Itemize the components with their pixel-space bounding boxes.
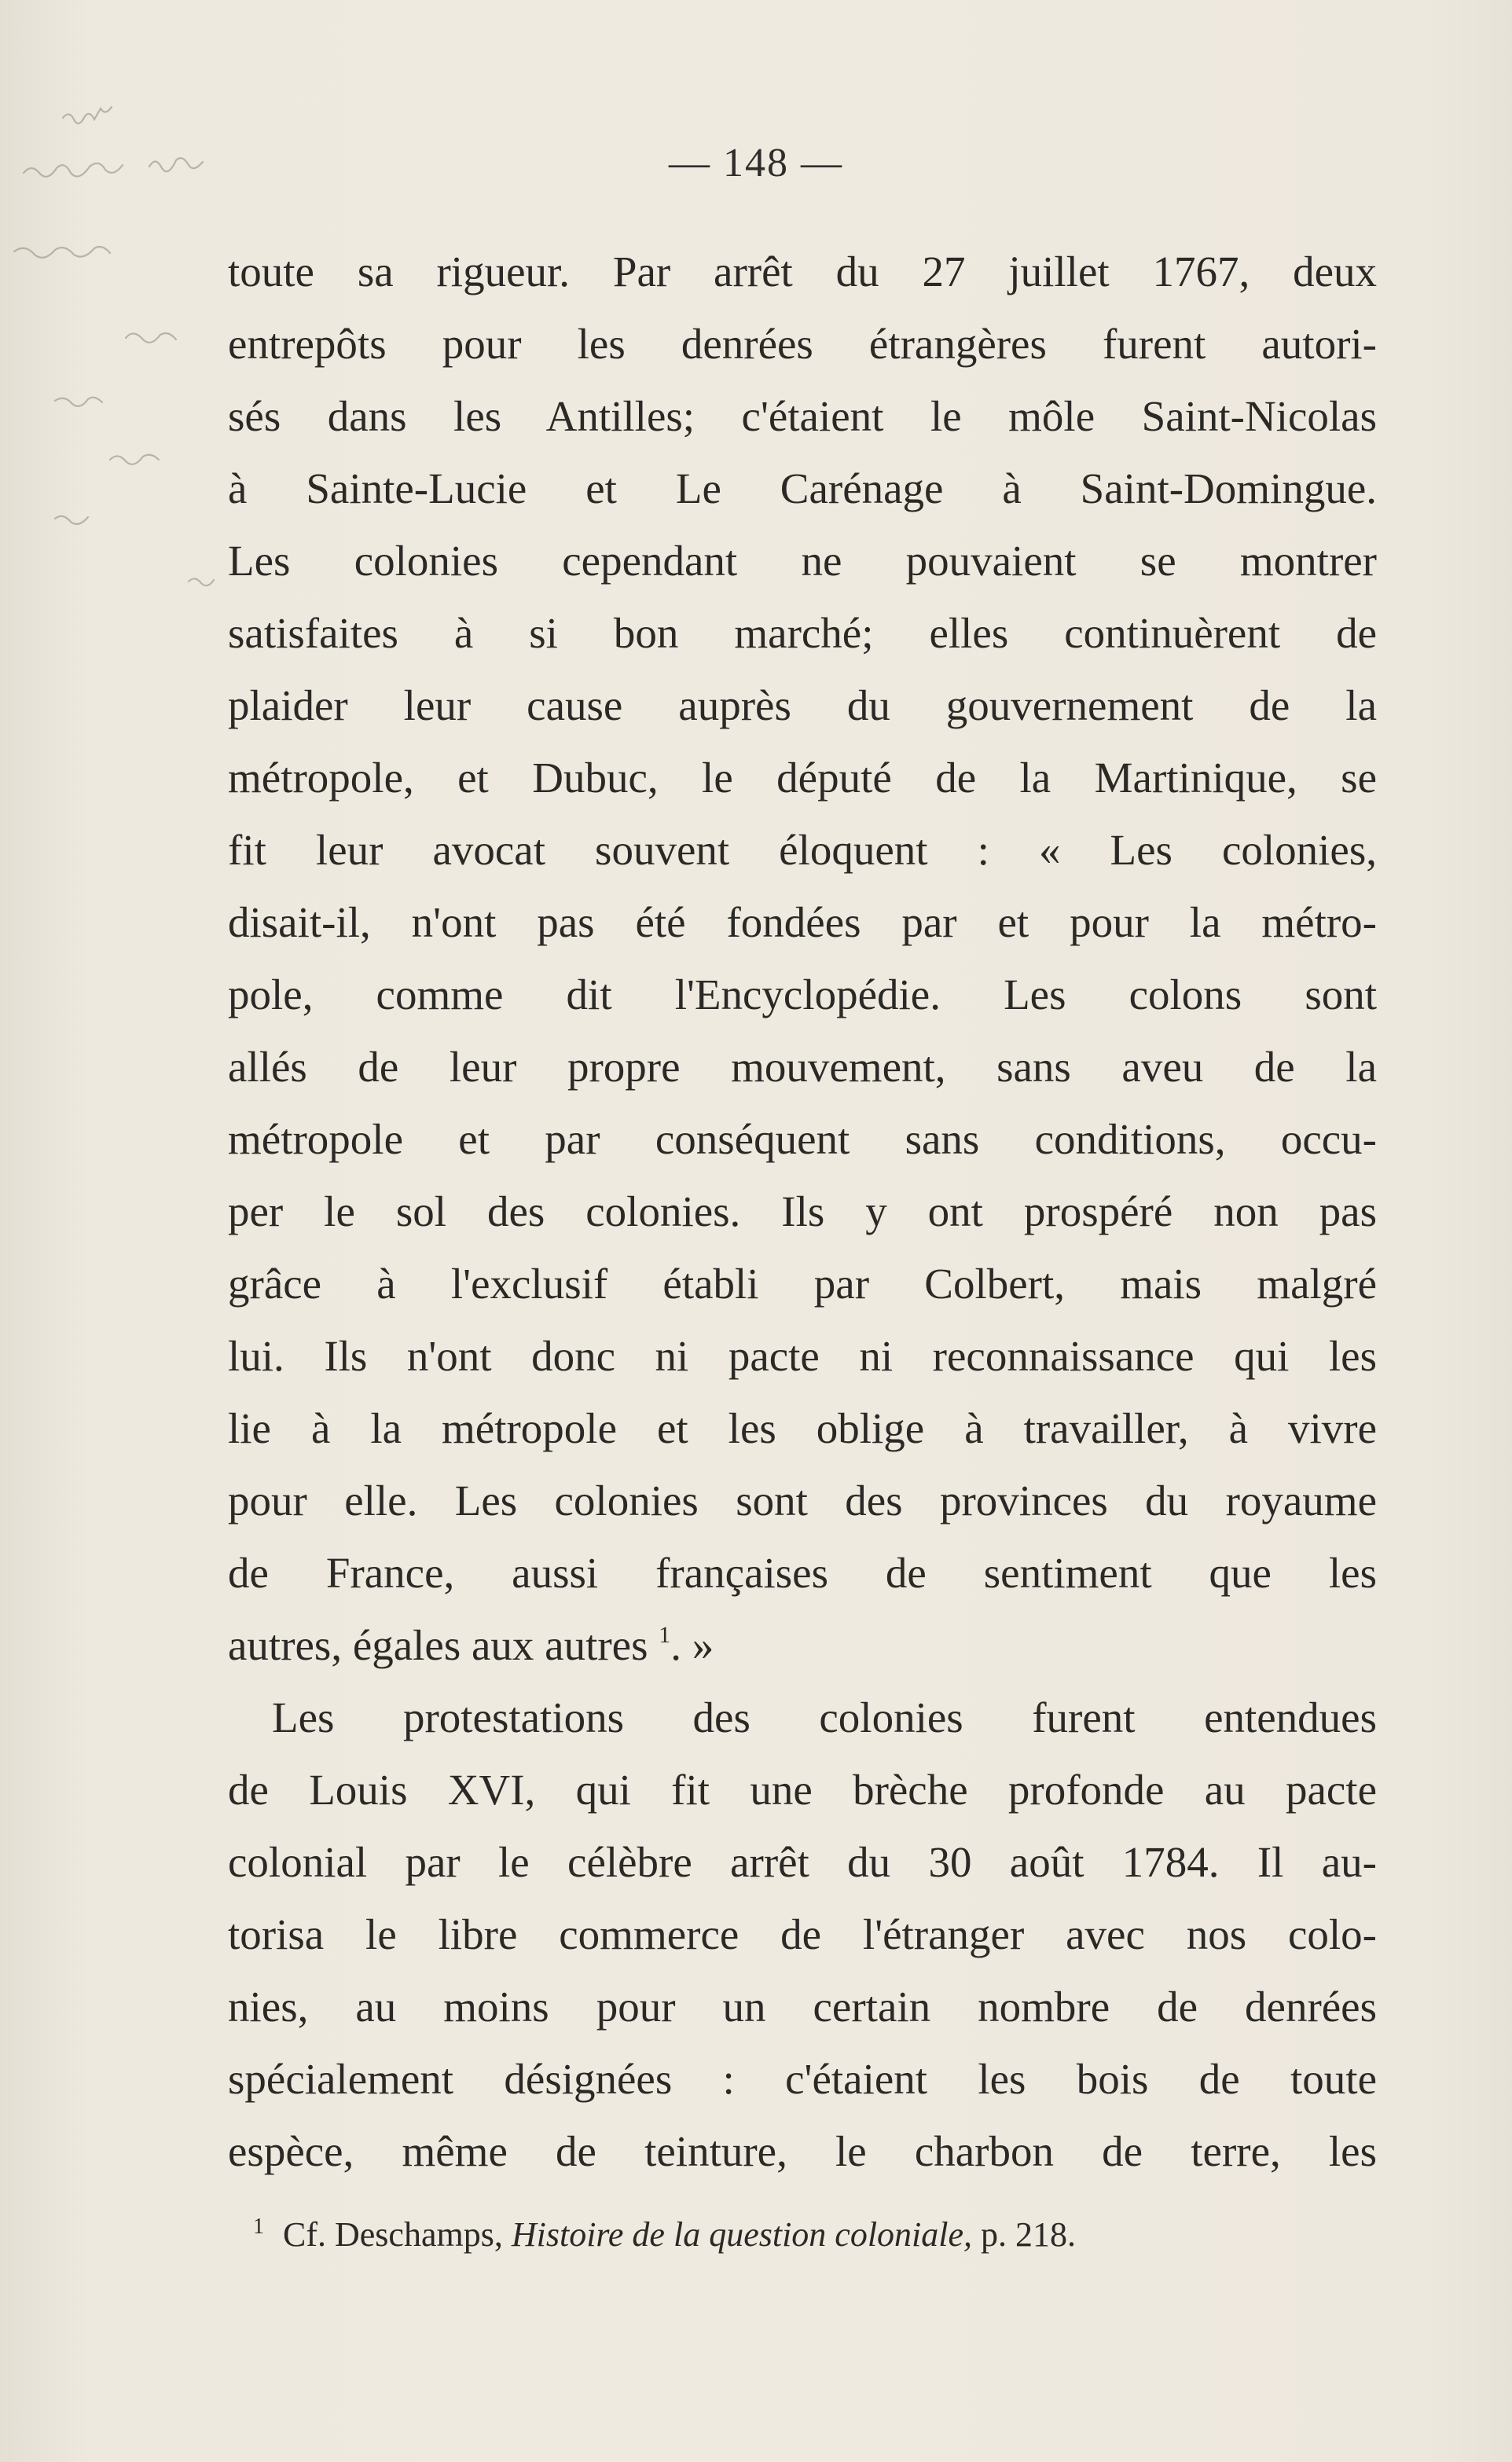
quote-closing: . » <box>670 1621 714 1669</box>
text-line: pour elle. Les colonies sont des provinces du royaume <box>228 1477 1377 1525</box>
text-line: métropole, et Dubuc, le député de la Martinique, se <box>228 754 1377 802</box>
text-line: per le sol des colonies. Ils y ont prospéré non pas <box>228 1187 1377 1235</box>
text-line: à Sainte-Lucie et Le Carénage à Saint-Domingue. <box>228 464 1377 512</box>
text-line: toute sa rigueur. Par arrêt du 27 juillet 1767, deux <box>228 248 1377 295</box>
quote-end-line <box>228 1609 1377 1682</box>
text-line: spécialement désignées : c'étaient les bois de toute <box>228 2055 1377 2103</box>
text-line: nies, au moins pour un certain nombre de denrées <box>228 1983 1377 2031</box>
text-line: pole, comme dit l'Encyclopédie. Les colons sont <box>228 970 1377 1018</box>
text-line: plaider leur cause auprès du gouvernement de la <box>228 681 1377 729</box>
text-line: lie à la métropole et les oblige à travailler, à vivre <box>228 1404 1377 1452</box>
text-line: métropole et par conséquent sans conditions, occu- <box>228 1115 1377 1163</box>
footnote-page: p. 218. <box>981 2215 1077 2254</box>
quote-end-text: autres, égales aux autres <box>228 1621 648 1669</box>
text-line: espèce, même de teinture, le charbon de terre, les <box>228 2127 1377 2175</box>
body-text <box>228 236 1377 2188</box>
text-line: de France, aussi françaises de sentiment que les <box>228 1549 1377 1597</box>
footnote-mark: 1 <box>253 2214 264 2239</box>
page-number: — 148 — <box>669 141 843 185</box>
text-line: allés de leur propre mouvement, sans aveu de la <box>228 1043 1377 1091</box>
text-line: colonial par le célèbre arrêt du 30 août 1784. Il au- <box>228 1838 1377 1886</box>
text-line: Les colonies cependant ne pouvaient se montrer <box>228 537 1377 585</box>
footnote-book-title: Histoire de la question coloniale, <box>511 2215 973 2254</box>
text-line: lui. Ils n'ont donc ni pacte ni reconnaissance qui les <box>228 1332 1377 1380</box>
paragraph-first-line: Les protestations des colonies furent entendues <box>272 1693 1377 1741</box>
text-line: entrepôts pour les denrées étrangères furent autori- <box>228 320 1377 368</box>
footnote <box>253 2203 1377 2258</box>
footnote-prefix: Cf. Deschamps, <box>283 2215 503 2254</box>
footnote-reference: 1 <box>659 1622 671 1648</box>
text-line: satisfaites à si bon marché; elles continuèrent de <box>228 609 1377 657</box>
text-line: disait-il, n'ont pas été fondées par et pour la métro- <box>228 898 1377 946</box>
text-line: sés dans les Antilles; c'étaient le môle Saint-Nicolas <box>228 392 1377 440</box>
text-line: de Louis XVI, qui fit une brèche profonde au pacte <box>228 1766 1377 1814</box>
text-line: fit leur avocat souvent éloquent : « Les colonies, <box>228 826 1377 874</box>
text-line: grâce à l'exclusif établi par Colbert, mais malgré <box>228 1260 1377 1308</box>
text-line: torisa le libre commerce de l'étranger avec nos colo- <box>228 1910 1377 1958</box>
